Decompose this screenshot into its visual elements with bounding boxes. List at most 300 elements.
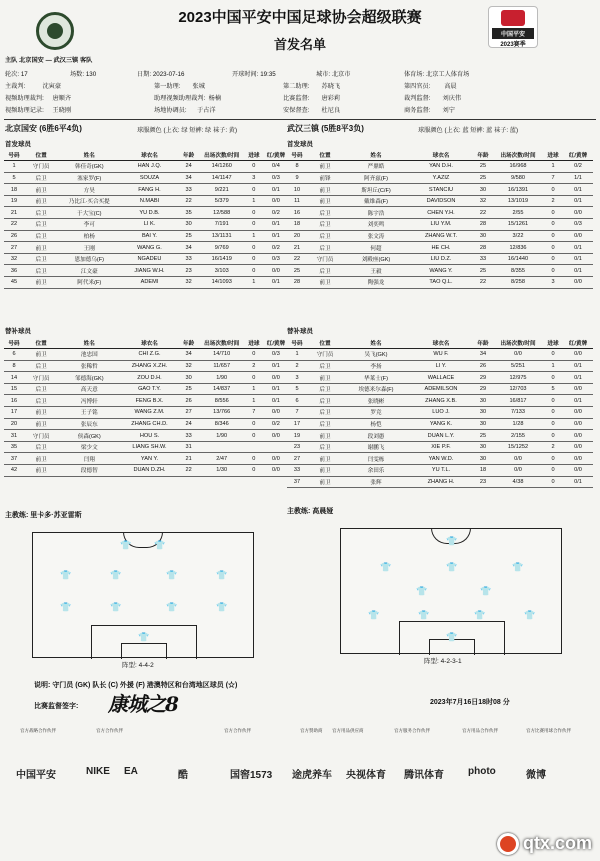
table-cell: 0 [543,418,563,430]
table-cell: 0 [543,230,563,242]
table-cell: 13/1019 [493,195,543,207]
player-shirt-icon: 👕 [368,610,380,620]
table-cell: 王毅 [343,265,409,277]
table-cell: SOUZA [120,172,178,184]
table-cell: 前卫 [307,195,343,207]
table-cell: 0/1 [563,253,593,265]
sponsor-logo: 国窖1573 [230,770,273,781]
match-supervisor: 比赛监督: 唐彩莉 [283,95,341,102]
table-cell: 8/346 [199,418,245,430]
table-cell: 0/1 [263,277,289,289]
table-cell: 高天意 [58,383,120,395]
table-row [287,349,593,361]
table-cell: WALLACE [409,372,473,384]
home-starting-table [4,149,289,289]
table-cell: 8/556 [199,395,245,407]
table-row [4,265,289,277]
table-cell: 谢鹏飞 [343,441,409,453]
table-cell: 0 [245,242,263,254]
table-cell: 后卫 [307,265,343,277]
table-cell: STANCIU [409,184,473,196]
table-cell: 9 [287,172,307,184]
round-info: 轮次: 17 [5,71,28,78]
table-cell: 7 [287,407,307,419]
table-cell: 0/1 [563,360,593,372]
table-row [287,230,593,242]
sponsor-caption: 官方用品合作伙伴 [462,728,498,733]
table-cell: 13/766 [199,407,245,419]
table-cell: 12/588 [199,207,245,219]
table-cell: 0 [245,453,263,465]
table-cell: 25 [473,430,493,442]
table-row [287,372,593,384]
table-cell [199,441,245,453]
table-cell: 25 [473,265,493,277]
table-row [287,453,593,465]
table-cell: 0/1 [263,395,289,407]
table-cell: 32 [473,195,493,207]
away-starting-label: 首发球员 [287,141,313,148]
table-cell: 0/4 [263,161,289,173]
table-cell: 31 [179,441,199,453]
table-cell: 1/90 [199,430,245,442]
table-row [4,172,289,184]
table-cell: 后卫 [24,219,58,231]
table-cell: 后卫 [307,418,343,430]
table-cell: 陶强龙 [343,277,409,289]
table-cell: 14 [4,372,24,384]
table-cell: 守门员 [24,372,58,384]
column-header: 出场次数/时间 [493,149,543,161]
table-cell: 30 [473,418,493,430]
table-row [287,360,593,372]
table-cell: 后卫 [24,395,58,407]
column-header: 红/黄牌 [563,149,593,161]
table-cell: 邹德海(GK) [58,372,120,384]
watermark: qtx.com [497,833,592,855]
column-header: 位置 [24,337,58,349]
table-cell: YAN W.D. [409,453,473,465]
home-subs-label: 替补球员 [5,328,31,335]
table-cell: HAN J.Q. [120,161,178,173]
table-cell: 阿齐兹(F) [343,172,409,184]
table-cell: 28 [287,277,307,289]
player-shirt-icon: 👕 [110,570,122,580]
table-cell: N.MABI [120,195,178,207]
table-cell: 王子铭 [58,407,120,419]
table-cell: 8/355 [493,265,543,277]
table-cell: 余田乐 [343,465,409,477]
stadium: 体育场: 北京工人体育场 [404,71,470,78]
table-cell: 7/191 [199,219,245,231]
table-cell: 0 [543,207,563,219]
table-cell: 16/1391 [493,184,543,196]
table-cell: 0/0 [263,195,289,207]
table-cell: ZHANG X.B. [409,395,473,407]
city: 城市: 北京市 [316,71,351,78]
table-cell: 阿代米(F) [58,277,120,289]
sponsor-logo: 央视体育 [346,770,386,781]
table-cell: 37 [4,453,24,465]
table-cell: 20 [4,418,24,430]
table-cell: 0 [543,476,563,488]
table-cell: 0/1 [563,195,593,207]
table-cell: 0/1 [563,242,593,254]
table-cell: 0/1 [263,230,289,242]
sponsor-logo: 中国平安 [16,770,56,781]
table-cell: 后卫 [307,407,343,419]
column-header: 红/黄牌 [263,337,289,349]
table-cell: 21 [287,242,307,254]
table-cell: 21 [179,453,199,465]
table-cell: 后卫 [307,242,343,254]
player-shirt-icon: 👕 [216,570,228,580]
table-cell: 8/258 [493,277,543,289]
sponsor-logo: 微博 [526,770,546,781]
table-cell: 2/47 [199,453,245,465]
table-cell: 24 [179,161,199,173]
table-cell: 0 [543,349,563,361]
table-cell: 42 [4,465,24,477]
table-cell: 守门员 [24,430,58,442]
table-cell: 30 [473,453,493,465]
table-cell: 29 [473,372,493,384]
table-cell: 后卫 [307,383,343,395]
table-cell: JIANG W.H. [120,265,178,277]
table-cell: 戴维森(F) [343,195,409,207]
table-cell: 江文豪 [58,265,120,277]
away-coach: 主教练: 高晨娅 [287,508,334,515]
table-cell: 0/1 [263,219,289,231]
table-cell: 后卫 [24,172,58,184]
table-cell: 27 [287,453,307,465]
table-cell: 0 [543,219,563,231]
table-row [287,441,593,453]
table-cell: 张辉 [343,476,409,488]
table-cell: 0/3 [263,172,289,184]
table-cell: 前卫 [307,453,343,465]
venue-coordinator: 场地协调员: 于占洋 [154,107,216,114]
table-cell: 段德智 [58,465,120,477]
table-cell: WANG G. [120,242,178,254]
home-starting-label: 首发球员 [5,141,31,148]
match-date: 日期: 2023-07-16 [137,71,185,78]
table-cell: 28 [473,219,493,231]
sponsor-caption: 官方比赛用球合作伙伴 [526,728,571,733]
column-header: 球衣名 [120,149,178,161]
table-cell: 12/975 [493,372,543,384]
table-cell: 0 [245,207,263,219]
table-cell: 5/379 [199,195,245,207]
column-header: 进球 [543,337,563,349]
table-cell: 0/3 [563,219,593,231]
table-cell: 3/22 [493,230,543,242]
table-cell: 陈宇浩 [343,207,409,219]
table-cell: LI Y. [409,360,473,372]
table-cell: 池忠国 [58,349,120,361]
table-cell: 冯博轩 [58,395,120,407]
player-shirt-icon: 👕 [138,632,150,642]
column-header: 球衣名 [409,149,473,161]
table-cell: 后卫 [24,230,58,242]
table-cell: LIANG SH.W. [120,441,178,453]
table-cell: 2/55 [493,207,543,219]
table-row [287,418,593,430]
assistant-referee-2: 第二助理: 苏晓飞 [283,83,341,90]
table-cell: 19 [4,195,24,207]
column-header: 号码 [4,337,24,349]
table-cell: ZHANG W.T. [409,230,473,242]
table-cell: CHI Z.G. [120,349,178,361]
table-cell: 段刘愚 [343,430,409,442]
table-cell: 0/1 [563,476,593,488]
player-shirt-icon: 👕 [416,586,428,596]
table-cell: 26 [473,360,493,372]
sign-timestamp: 2023年7月16日18时08 分 [430,699,510,706]
table-cell: 方昊 [58,184,120,196]
table-cell: YU T.L. [409,465,473,477]
player-shirt-icon: 👕 [446,536,458,546]
table-cell: FENG B.X. [120,395,178,407]
table-cell: 0 [543,372,563,384]
table-cell: 后卫 [307,395,343,407]
column-header: 位置 [307,337,343,349]
table-cell: BAI Y. [120,230,178,242]
table-cell: 前卫 [307,277,343,289]
table-row [287,476,593,488]
table-cell: 前卫 [307,184,343,196]
table-cell: 11 [287,195,307,207]
table-cell: 5 [4,172,24,184]
table-cell: 守门员 [24,161,58,173]
table-cell: 0/0 [563,277,593,289]
column-header: 年龄 [179,149,199,161]
table-row [4,360,289,372]
table-cell: 0 [245,161,263,173]
table-cell: 5 [287,383,307,395]
table-cell: 斯坦丘(C/F) [343,184,409,196]
table-cell: 1/90 [199,372,245,384]
table-cell: 0/2 [263,207,289,219]
table-cell: 后卫 [24,265,58,277]
table-cell: 9/769 [199,242,245,254]
table-cell [263,441,289,453]
column-header: 年龄 [473,149,493,161]
table-cell: YAN D.H. [409,161,473,173]
table-row [4,277,289,289]
table-cell: 13/1131 [199,230,245,242]
table-cell: 0/0 [563,407,593,419]
table-cell: 0/3 [263,253,289,265]
table-cell: 22 [473,207,493,219]
table-cell: 20 [287,230,307,242]
table-cell: 前卫 [307,430,343,442]
table-cell: 0/0 [493,453,543,465]
table-cell: 0/0 [563,207,593,219]
table-row [4,195,289,207]
table-cell: NGADEU [120,253,178,265]
player-shirt-icon: 👕 [418,610,430,620]
table-cell: 22 [179,195,199,207]
table-row [4,184,289,196]
table-cell: 0/0 [563,465,593,477]
table-cell: 后卫 [24,383,58,395]
table-cell: 杨恺 [343,418,409,430]
sponsor-logo: 腾讯体育 [404,770,444,781]
page-subtitle: 首发名单 [273,37,326,52]
table-row [287,195,593,207]
table-cell: 23 [287,441,307,453]
table-cell: ZHANG H. [409,476,473,488]
table-cell: YU D.B. [120,207,178,219]
table-cell: 前卫 [307,476,343,488]
table-cell: 1 [543,360,563,372]
table-row [4,349,289,361]
home-kit-colors: 球服颜色 (上衣: 绿 短裤: 绿 袜子: 黄) [137,127,238,134]
table-cell: 19 [287,430,307,442]
player-shirt-icon: 👕 [60,570,72,580]
player-shirt-icon: 👕 [120,540,132,550]
table-cell: 0/0 [563,349,593,361]
table-cell: 后卫 [307,230,343,242]
table-cell: 0/1 [563,372,593,384]
table-row [4,230,289,242]
table-cell: 韩佳奇(GK) [58,161,120,173]
table-cell: 23 [179,265,199,277]
table-cell: 12/836 [493,242,543,254]
table-cell: 4/38 [493,476,543,488]
table-cell: 0 [245,418,263,430]
column-header: 进球 [245,337,263,349]
table-cell: 6 [287,395,307,407]
column-header: 位置 [307,149,343,161]
sponsor-logo: EA [124,766,138,777]
table-cell: 1 [543,161,563,173]
player-shirt-icon: 👕 [166,570,178,580]
table-cell: 前卫 [307,465,343,477]
table-cell: 1/1 [563,172,593,184]
table-cell: 张稀哲 [58,360,120,372]
table-cell: 6 [4,349,24,361]
table-header-row [4,149,289,161]
player-shirt-icon: 👕 [446,632,458,642]
table-cell: 5/251 [493,360,543,372]
table-row [4,453,289,465]
match-number: 场数: 130 [70,71,97,78]
table-cell: 25 [473,172,493,184]
table-cell: 后卫 [307,207,343,219]
table-cell: 后卫 [24,441,58,453]
avar-referee: 助理视频助理裁判: 杨楠 [154,95,222,102]
table-cell: 前卫 [24,407,58,419]
table-row [287,265,593,277]
table-cell: 1 [4,161,24,173]
table-cell: 0 [543,465,563,477]
table-row [287,172,593,184]
table-cell: 0/1 [263,360,289,372]
table-cell: 0/0 [563,418,593,430]
table-cell: 28 [473,242,493,254]
table-cell: 30 [473,184,493,196]
table-cell: 0/0 [263,372,289,384]
table-cell: 0 [245,372,263,384]
table-cell: 0/0 [493,349,543,361]
table-cell: 35 [4,441,24,453]
column-header: 进球 [245,149,263,161]
table-row [4,372,289,384]
column-header: 球衣名 [409,337,473,349]
column-header: 位置 [24,149,58,161]
table-cell: 后卫 [24,360,58,372]
table-cell: 33 [179,430,199,442]
table-row [287,207,593,219]
table-cell: 后卫 [24,207,58,219]
table-cell: 前卫 [24,453,58,465]
table-cell: LUO J. [409,407,473,419]
column-header: 球衣名 [120,337,178,349]
table-cell: WANG Z.M. [120,407,178,419]
table-cell: 闫雯栋 [343,453,409,465]
table-cell: WANG Y. [409,265,473,277]
table-cell: 0 [543,253,563,265]
player-shirt-icon: 👕 [216,602,228,612]
table-cell: 前卫 [24,465,58,477]
table-cell: 0 [543,430,563,442]
table-cell: ZOU D.H. [120,372,178,384]
table-cell: 0/0 [563,230,593,242]
table-cell: 刘殿座(GK) [343,253,409,265]
table-cell: 0/1 [263,383,289,395]
table-cell: HE CH. [409,242,473,254]
table-cell: 22 [179,465,199,477]
table-cell: 1/30 [199,465,245,477]
table-cell: 0/2 [563,161,593,173]
table-row [287,383,593,395]
var-recorder: 视频助理记录: 王晓刚 [5,107,72,114]
table-cell: 张文涛 [343,230,409,242]
table-cell: 梁少文 [58,441,120,453]
column-header: 姓名 [58,149,120,161]
goal-box [121,643,167,659]
column-header: 出场次数/时间 [493,337,543,349]
table-cell: 1 [245,395,263,407]
table-cell: HOU S. [120,430,178,442]
table-cell: 7/133 [493,407,543,419]
table-cell: 塞家罗(F) [58,172,120,184]
column-header: 姓名 [343,149,409,161]
table-row [4,207,289,219]
table-cell: 前卫 [24,184,58,196]
table-cell: 30 [473,441,493,453]
table-cell: 16/1419 [199,253,245,265]
table-cell: 华莱士(F) [343,372,409,384]
away-team-title: 武汉三镇 (5胜8平3负) [287,124,364,133]
table-cell: 后卫 [307,441,343,453]
supervisor-signature: 康城之8 [108,692,178,716]
table-row [4,383,289,395]
table-cell: 刘奕鸣 [343,219,409,231]
sponsor-caption: 官方合作伙伴 [96,728,123,733]
column-header: 号码 [287,149,307,161]
table-cell: 李可 [58,219,120,231]
table-cell: 守门员 [307,349,343,361]
table-cell: 张辰东 [58,418,120,430]
home-team-title: 北京国安 (6胜6平4负) [5,124,82,133]
table-cell: 恩加德乌(F) [58,253,120,265]
away-subs-table [287,337,593,488]
table-cell: 1 [245,195,263,207]
table-cell: 14/837 [199,383,245,395]
